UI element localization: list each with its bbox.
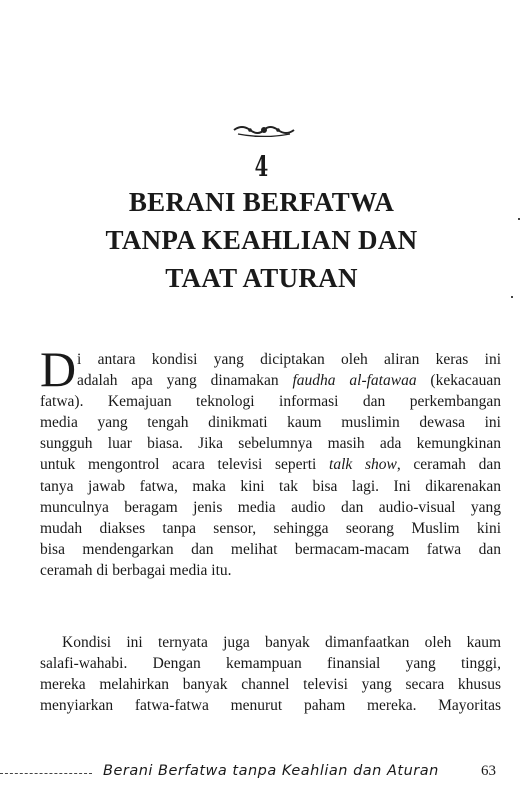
text-line: i antara kondisi yang diciptakan oleh aliran keras ini — [77, 351, 501, 368]
paragraph-1 — [40, 341, 501, 581]
decorative-flourish-icon — [232, 123, 296, 137]
running-title: Berani Berfatwa tanpa Keahlian dan Aturan — [103, 763, 439, 779]
text-line: ceramah di berbagai media itu. — [40, 561, 232, 579]
text-line: mereka melahirkan banyak channel televisi yang secara khusus — [40, 676, 501, 694]
text-line: menyiarkan fatwa-fatwa menurut paham mereka. Mayoritas — [40, 697, 501, 715]
paragraph-2 — [40, 632, 501, 716]
italic-term: faudha al-fatawaa — [292, 372, 417, 390]
chapter-title-line: TAAT ATURAN — [165, 263, 358, 293]
chapter-title — [40, 183, 483, 297]
scan-speck — [518, 218, 520, 220]
text-line: tanya jawab fatwa, maka kini tak bisa lagi. Ini dikarenakan — [40, 477, 501, 495]
footer-rule — [0, 773, 92, 775]
text-line: mudah diakses tanpa sensor, sehingga seorang Muslim kini — [40, 519, 501, 537]
drop-cap: D — [40, 341, 77, 397]
text-line: adalah apa yang dinamakan faudha al-fatawaa (kekacauan — [77, 372, 501, 390]
text-line: fatwa). Kemajuan teknologi informasi dan perkembangan — [40, 393, 501, 411]
italic-term: talk show — [329, 456, 397, 474]
chapter-title-line: BERANI BERFATWA — [128, 187, 395, 217]
scan-speck — [511, 296, 513, 298]
text-line: untuk mengontrol acara televisi seperti talk show, ceramah dan — [40, 456, 501, 474]
text-line: munculnya beragam jenis media audio dan audio-visual yang — [40, 498, 501, 516]
text-line: sungguh luar biasa. Jika sebelumnya masih ada kemungkinan — [40, 435, 501, 453]
chapter-number: 4 — [254, 150, 269, 183]
text-line: salafi-wahabi. Dengan kemampuan finansial yang tinggi, — [40, 655, 501, 673]
chapter-title-line: TANPA KEAHLIAN DAN — [105, 225, 418, 255]
text-line: media yang tengah dinikmati kaum muslimin dewasa ini — [40, 414, 501, 432]
text-line: Kondisi ini ternyata juga banyak dimanfaatkan oleh kaum — [62, 634, 501, 651]
page-number: 63 — [481, 763, 496, 779]
text-line: bisa mendengarkan dan melihat bermacam-macam fatwa dan — [40, 540, 501, 558]
